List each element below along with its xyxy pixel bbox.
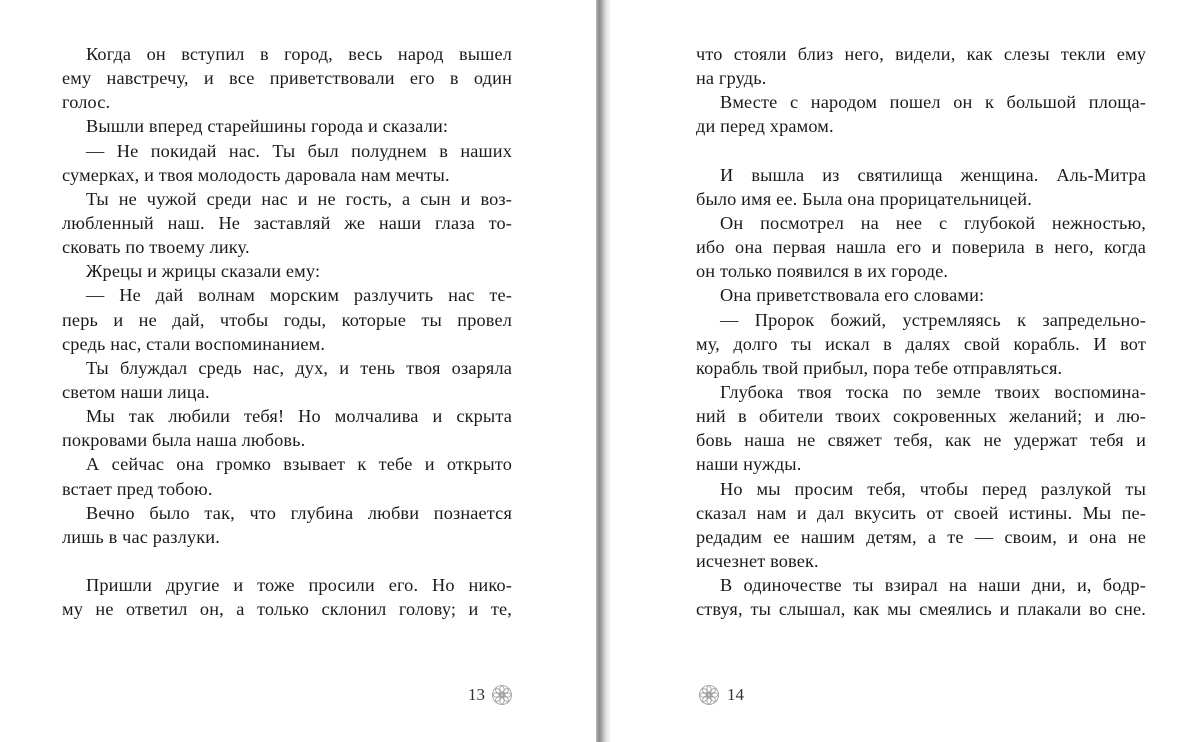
text-line: редадим ее нашим детям, а те — своим, и она не bbox=[696, 526, 1146, 547]
text-line: Жрецы и жрицы сказали ему: bbox=[86, 261, 321, 282]
text-line: Когда он вступил в город, весь народ вышел bbox=[86, 44, 512, 64]
text-line: му, долго ты искал в далях свой корабль. И вот bbox=[696, 333, 1146, 354]
text-line: И вышла из святилища женщина. Аль-Митра bbox=[720, 164, 1146, 185]
text-line: Вместе с народом пошел он к большой площа- bbox=[720, 92, 1146, 113]
text-line: Но мы просим тебя, чтобы перед разлукой ты bbox=[720, 478, 1146, 499]
text-line: ствуя, ты слышал, как мы смеялись и плакали во сне. bbox=[696, 599, 1146, 620]
left-page-folio bbox=[468, 684, 513, 706]
right-page-text bbox=[696, 42, 1146, 621]
text-line: на грудь. bbox=[696, 68, 767, 89]
text-line: перь и не дай, чтобы годы, которые ты провел bbox=[62, 309, 512, 330]
text-line: сказал нам и дал вкусить от своей истины. Мы пе- bbox=[696, 502, 1146, 523]
text-line: светом наши лица. bbox=[62, 381, 210, 402]
text-line: Вечно было так, что глубина любви познается bbox=[86, 502, 512, 523]
text-line: ему навстречу, и все приветствовали его в один bbox=[62, 68, 512, 89]
text-line: ди перед храмом. bbox=[696, 116, 834, 137]
book-gutter bbox=[596, 0, 610, 742]
text-line: — Пророк божий, устремляясь к запредельно- bbox=[720, 309, 1146, 330]
rosette-ornament-icon bbox=[698, 684, 720, 706]
text-line: средь нас, стали воспоминанием. bbox=[62, 333, 326, 354]
text-line: В одиночестве ты взирал на наши дни, и, бодр- bbox=[720, 575, 1146, 596]
text-line: корабль твой прибыл, пора тебе отправляться. bbox=[696, 357, 1063, 378]
text-line: Ты не чужой среди нас и не гость, а сын и воз- bbox=[86, 188, 512, 209]
text-line: ибо она первая нашла его и поверила в него, когда bbox=[696, 237, 1146, 258]
text-line: голос. bbox=[62, 92, 111, 113]
text-line bbox=[62, 549, 512, 573]
text-line: исчезнет вовек. bbox=[696, 550, 819, 571]
text-line: наши нужды. bbox=[696, 454, 802, 475]
text-line: лишь в час разлуки. bbox=[62, 526, 220, 547]
text-line: Ты блуждал средь нас, дух, и тень твоя озаряла bbox=[86, 357, 512, 378]
text-line: Мы так любили тебя! Но молчалива и скрыта bbox=[86, 406, 512, 427]
text-line: сковать по твоему лику. bbox=[62, 237, 250, 258]
right-page bbox=[610, 0, 1200, 742]
text-line bbox=[696, 139, 1146, 163]
text-line: покровами была наша любовь. bbox=[62, 430, 306, 451]
text-line: — Не покидай нас. Ты был полуднем в наших bbox=[86, 140, 512, 161]
text-line: было имя ее. Была она прорицательницей. bbox=[696, 188, 1032, 209]
text-line: любленный наш. Не заставляй же наши глаза то- bbox=[62, 212, 512, 233]
text-line: сумерках, и твоя молодость даровала нам мечты. bbox=[62, 164, 450, 185]
text-line: ний в обители твоих сокровенных желаний; и лю- bbox=[696, 406, 1146, 427]
text-line: му не ответил он, а только склонил голову; и те, bbox=[62, 599, 512, 620]
text-line: бовь наша не свяжет тебя, как не удержат тебя и bbox=[696, 430, 1146, 451]
text-line: — Не дай волнам морским разлучить нас те- bbox=[86, 285, 512, 306]
text-line: Пришли другие и тоже просили его. Но нико- bbox=[86, 575, 512, 596]
text-line: встает пред тобою. bbox=[62, 478, 213, 499]
right-page-folio bbox=[698, 684, 744, 706]
rosette-ornament-icon bbox=[491, 684, 513, 706]
left-page bbox=[0, 0, 596, 742]
text-line: он только появился в их городе. bbox=[696, 261, 949, 282]
text-line: А сейчас она громко взывает к тебе и открыто bbox=[86, 454, 512, 475]
text-line: Глубока твоя тоска по земле твоих воспомина- bbox=[720, 381, 1146, 402]
text-line: Вышли вперед старейшины города и сказали: bbox=[86, 116, 449, 137]
left-page-text bbox=[62, 42, 512, 621]
text-line: Она приветствовала его словами: bbox=[720, 285, 985, 306]
page-number-left: 13 bbox=[468, 685, 485, 704]
text-line: что стояли близ него, видели, как слезы текли ему bbox=[696, 44, 1146, 64]
text-line: Он посмотрел на нее с глубокой нежностью, bbox=[720, 212, 1146, 233]
page-number-right: 14 bbox=[727, 685, 744, 704]
